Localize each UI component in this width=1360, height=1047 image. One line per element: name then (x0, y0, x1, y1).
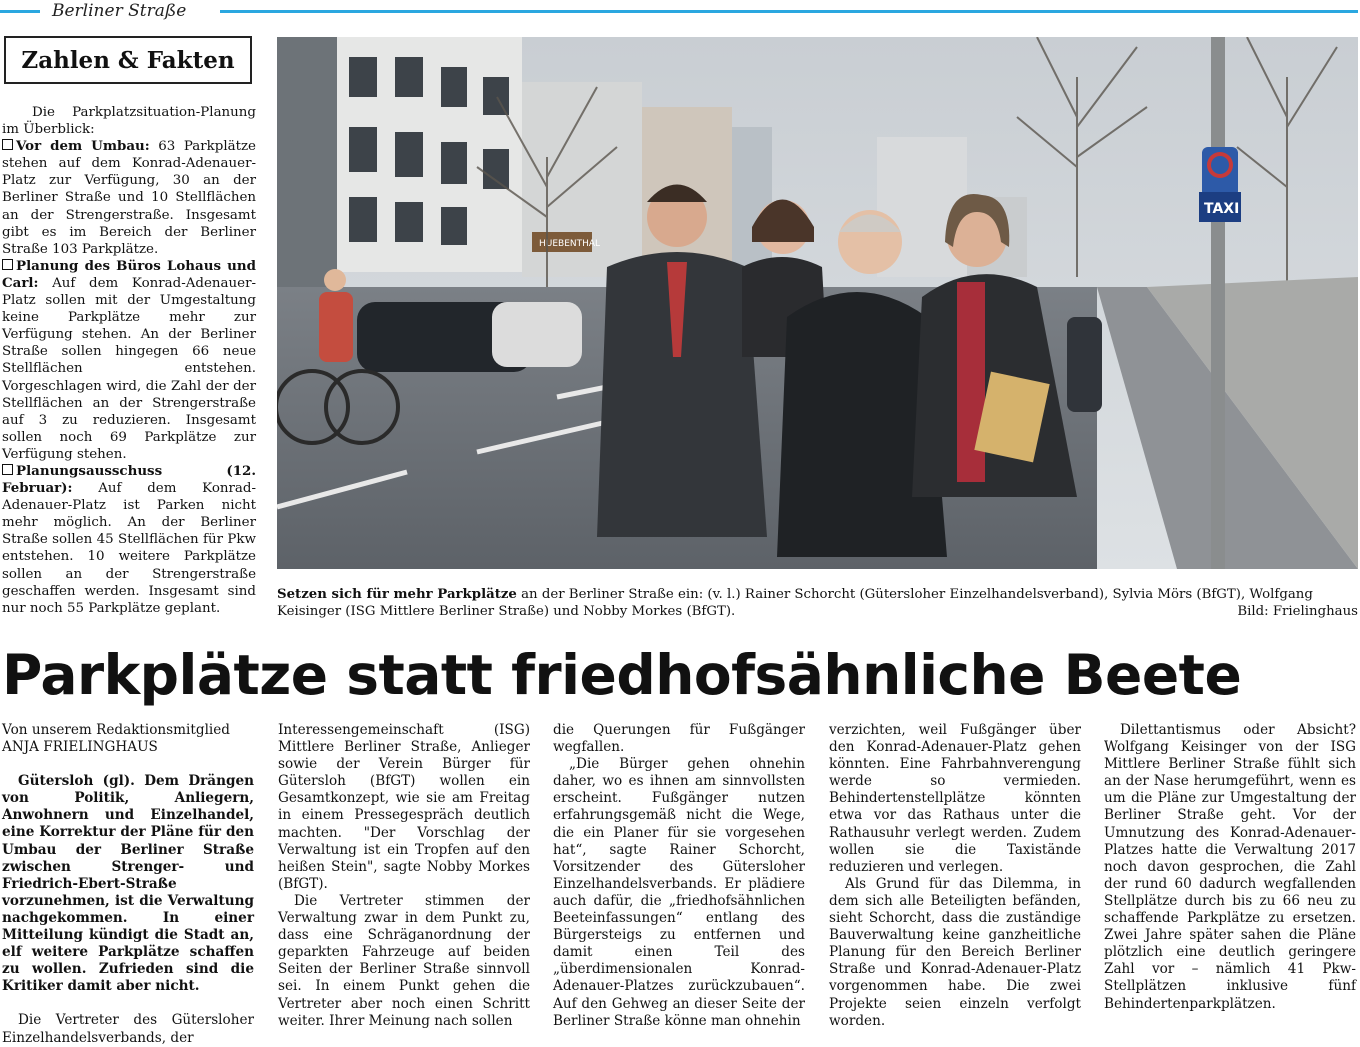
article-paragraph: Die Vertreter stimmen der Verwaltung zwar in dem Punkt zu, dass eine Schräganordnung der geparkten Fahrzeuge auf beiden Seiten der Berliner Straße sinnvoll sei. In einem Punkt gehen die Vertreter aber noch einen Schritt weiter. Ihrer Meinung nach sollen (278, 892, 530, 1029)
section-title: Berliner Straße (52, 1, 187, 21)
checkbox-square-icon (2, 139, 13, 150)
article-column-1 (2, 722, 254, 1047)
article-column-5 (1104, 722, 1356, 1013)
checkbox-square-icon (2, 464, 13, 475)
facts-item (2, 138, 256, 258)
checkbox-square-icon (2, 259, 13, 270)
article-column-4 (829, 722, 1081, 1030)
article-paragraph: verzichten, weil Fußgänger über den Konrad-Adenauer-Platz gehen könnten. Eine Fahrbahnverengung werde so vermieden. Behindertenstellplätze könnten etwa vor das Rathaus unter die Rathausuhr verlegt werden. Zudem wollen sie die Taxistände reduzieren und verlegen. (829, 722, 1081, 875)
facts-body (2, 104, 256, 617)
caption-text: an der Berliner Straße ein: (v. l.) Rainer Schorcht (Gütersloher Einzelhandelsverband), Sylvia Mörs (BfGT), Wolfgang Keisinger (ISG Mittlere Berliner Straße) und Nobby Morkes (BfGT). (277, 587, 1313, 619)
caption-bold: Setzen sich für mehr Parkplätze (277, 587, 517, 602)
article-paragraph: „Die Bürger gehen ohnehin daher, wo es ihnen am sinnvollsten erscheint. Fußgänger nutzen erfahrungsgemäß nicht die Wege, die ein Planer für sie vorgesehen hat“, sagte Rainer Schorcht, Vorsitzender des Gütersloher Einzelhandelsverbands. Er plädiere auch dafür, die „friedhofsähnlichen Beeteinfassungen“ entlang des Bürgersteigs zu entfernen und damit einen Teil des „überdimensionalen Konrad-Adenauer-Platzes zurückzubauen“. Auf den Gehweg an dieser Seite der Berliner Straße könne man ohnehin (553, 756, 805, 1029)
author-byline (2, 722, 254, 756)
facts-item (2, 463, 256, 617)
facts-item-label: Vor dem Umbau: (16, 138, 150, 155)
author-name: ANJA FRIELINGHAUS (2, 739, 158, 756)
facts-item-label: Planungsausschuss (12. Februar): (2, 462, 256, 497)
section-rule-right (220, 10, 1358, 13)
headline: Parkplätze statt friedhofsähnliche Beete (2, 643, 1242, 707)
article-paragraph: Interessengemeinschaft (ISG) Mittlere Berliner Straße, Anlieger sowie der Verein Bürger für Gütersloh (BfGT) wollen ein Gesamtkonzept, wie sie am Freitag in einem Pressegespräch deutlich machten. "Der Vorschlag der Verwaltung ist ein Tropfen auf den heißen Stein", sagte Nobby Morkes (BfGT). (278, 722, 530, 892)
facts-intro: Die Parkplatzsituation-Planung im Überblick: (2, 105, 256, 138)
photo-credit: Bild: Frielinghaus (1237, 604, 1358, 619)
facts-heading-box (4, 36, 252, 84)
facts-item-text: Auf dem Konrad-Adenauer-Platz sollen mit der Umgestaltung keine Parkplätze mehr zur Verfügung stehen. An der Berliner Straße sollen hingegen 66 neue Stellflächen entstehen. Vorgeschlagen wird, die Zahl der der Stellflächen an der Strengerstraße auf 3 zu reduzieren. Insgesamt sollen noch 69 Parkplätze zur Verfügung stehen. (2, 275, 256, 462)
shop-sign: HUEBENTHAL (539, 239, 601, 249)
street-photo-illustration (277, 37, 1358, 569)
article-column-2 (278, 722, 530, 1030)
street-photo (277, 37, 1358, 569)
section-rule-left (0, 10, 40, 13)
article-paragraph: die Querungen für Fußgänger wegfallen. (553, 722, 805, 756)
taxi-sign: TAXI (1204, 201, 1240, 217)
facts-item (2, 258, 256, 463)
facts-item-text: Auf dem Konrad-Adenauer-Platz ist Parken nicht mehr möglich. An der Berliner Straße sollen 45 Stellflächen für Pkw entstehen. 10 weitere Parkplätze sollen an der Strengerstraße geschaffen werden. Insgesamt sind nur noch 55 Parkplätze geplant. (2, 481, 256, 616)
author-line-1: Von unserem Redaktionsmitglied (2, 722, 231, 738)
facts-item-label: Planung des Büros Lohaus und Carl: (2, 257, 256, 291)
article-paragraph: Als Grund für das Dilemma, in dem sich alle Beteiligten befänden, sieht Schorcht, dass die zuständige Bauverwaltung keine ganzheitliche Planung für den Bereich Berliner Straße und Konrad-Adenauer-Platz vorgenommen habe. Die zwei Projekte seien einzeln verfolgt worden. (829, 875, 1081, 1029)
facts-heading: Zahlen & Fakten (21, 46, 235, 74)
article-column-3 (553, 722, 805, 1030)
article-paragraph: Dilettantismus oder Absicht? Wolfgang Keisinger von der ISG Mittlere Berliner Straße fühlt sich an der Nase herumgeführt, wenn es um die Pläne zur Umgestaltung der Berliner Straße geht. Vor der Umnutzung des Konrad-Adenauer-Platzes hatte die Verwaltung 2017 noch davon gesprochen, die Zahl der rund 60 dadurch wegfallenden Stellplätze durch bis zu 66 neu zu schaffende Parkplätze zu ersetzen. Zwei Jahre später sahen die Pläne plötzlich eine deutlich geringere Zahl vor – nämlich 41 Pkw-Stellplätzen inklusive fünf Behindertenparkplätzen. (1104, 722, 1356, 1012)
article-lead: Gütersloh (gl). Dem Drängen von Politik, Anliegern, Anwohnern und Einzelhandel, eine Korrektur der Pläne für den Umbau der Berliner Straße zwischen Strenger- und Friedrich-Ebert-Straße vorzunehmen, ist die Verwaltung nachgekommen. In einer Mitteilung kündigt die Stadt an, elf weitere Parkplätze schaffen zu wollen. Zufrieden sind die Kritiker damit aber nicht. (2, 773, 254, 995)
article-paragraph: Die Vertreter des Gütersloher Einzelhandelsverbands, der (2, 1012, 254, 1046)
photo-caption (277, 586, 1358, 620)
facts-item-text: 63 Parkplätze stehen auf dem Konrad-Adenauer-Platz zur Verfügung, 30 an der Berliner Straße und 10 Stellflächen an der Strengerstraße. Insgesamt gibt es im Bereich der Berliner Straße 103 Parkplätze. (2, 139, 256, 257)
